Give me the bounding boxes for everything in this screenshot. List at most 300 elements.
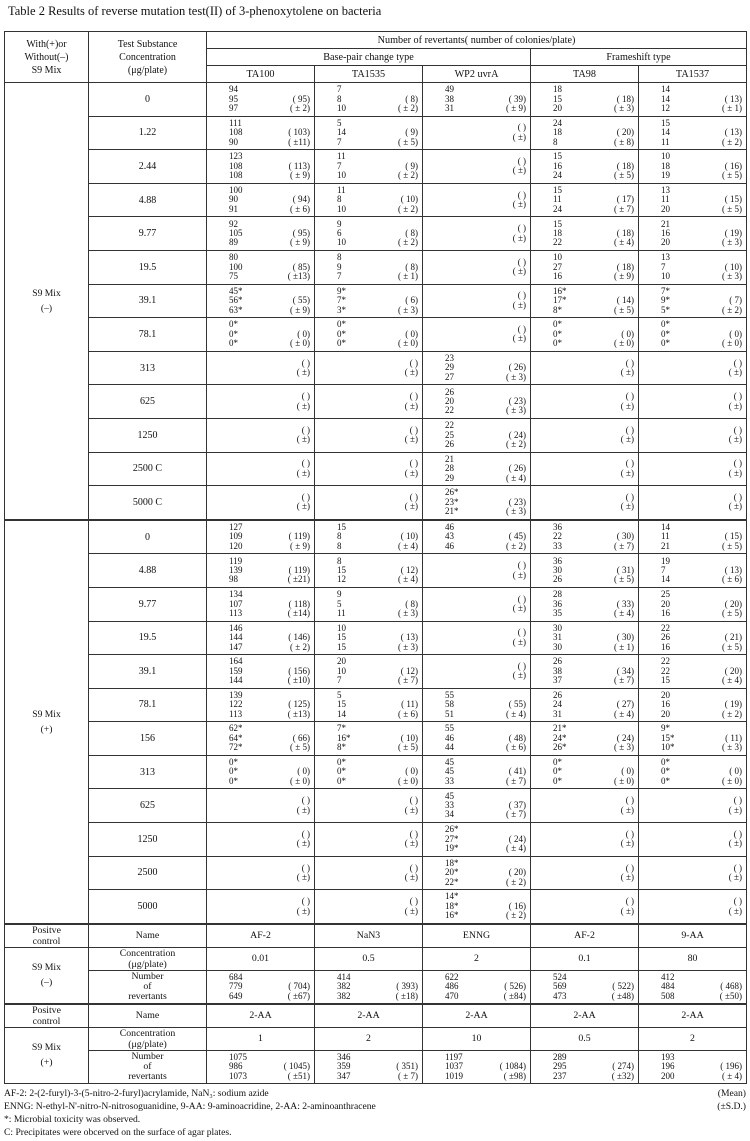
sd-value: ( ±) <box>620 434 634 445</box>
revertant-cell <box>423 116 531 150</box>
plate-count: 91 <box>229 203 238 214</box>
revertant-values <box>207 253 314 281</box>
mean-number: 95 <box>298 227 307 238</box>
revertant-cell <box>531 486 639 520</box>
mean-value: ( 19) <box>724 699 742 710</box>
mean-value: ( 0) <box>405 328 418 339</box>
sd-number: ± 2 <box>403 170 415 181</box>
mean-number: 8 <box>410 227 415 238</box>
plate-count <box>445 267 480 276</box>
mean-value: ( ) <box>409 492 418 503</box>
plate-count: 684 <box>229 971 243 982</box>
plate-count <box>661 796 696 805</box>
mean-number: 20 <box>730 665 739 676</box>
revertant-cell <box>207 520 315 554</box>
sd-number: ± 2 <box>403 237 415 248</box>
sd-value: ( ± 7) <box>614 540 634 551</box>
mean-value: ( ) <box>733 492 742 503</box>
plate-count: 28 <box>445 463 454 474</box>
revertant-values <box>315 796 422 815</box>
revertant-cell <box>315 755 423 789</box>
sd-value: ( ± 3) <box>506 405 526 416</box>
sd-value: ( ±) <box>512 603 526 614</box>
revertant-values <box>315 758 422 786</box>
revertant-values <box>315 1053 422 1081</box>
sd-value: ( ±) <box>620 905 634 916</box>
revertant-values <box>423 157 530 176</box>
sd-number: ± <box>302 905 307 916</box>
mean-number: 526 <box>509 981 523 992</box>
revertant-values <box>531 624 638 652</box>
mean-value: ( ) <box>625 391 634 402</box>
sd-number: ± <box>626 367 631 378</box>
plate-count: 29 <box>445 362 454 373</box>
group-sign: (+) <box>40 723 53 735</box>
revertant-cell <box>423 655 531 689</box>
mean-number: 118 <box>293 598 307 609</box>
revertant-values <box>639 691 746 719</box>
revertant-cell <box>639 823 747 857</box>
revertant-cell <box>315 587 423 621</box>
strain-header-ta1537: TA1537 <box>639 66 747 83</box>
mean-number: 0 <box>302 766 307 777</box>
footnote-sd: (±S.D.) <box>717 1101 746 1112</box>
mean-value: ( 37) <box>508 800 526 811</box>
plate-count: 15 <box>337 564 346 575</box>
plate-count: 43 <box>445 531 454 542</box>
revertant-cell <box>315 970 423 1004</box>
plate-count: 120 <box>229 540 243 551</box>
plate-count: 0* <box>661 775 670 786</box>
sd-number: ± <box>626 838 631 849</box>
sd-value: ( ± 5) <box>722 170 742 181</box>
revertant-values <box>207 624 314 652</box>
plate-count <box>229 402 264 411</box>
sd-number: ± 0 <box>403 338 415 349</box>
sd-number: ± 2 <box>511 876 523 887</box>
concentration-cell: 0 <box>89 520 207 554</box>
revertant-cell <box>531 621 639 655</box>
revertant-cell <box>423 418 531 452</box>
sd-value: ( ±) <box>512 266 526 277</box>
revertant-values <box>639 973 746 1001</box>
revertant-values <box>315 287 422 315</box>
sd-number: ± <box>302 467 307 478</box>
revertant-values <box>639 85 746 113</box>
sd-number: ± <box>734 400 739 411</box>
revertant-cell <box>423 452 531 486</box>
sd-value: ( ±) <box>404 804 418 815</box>
plate-count: 347 <box>337 1070 351 1081</box>
plate-count: 6 <box>337 227 342 238</box>
plate-count: 31 <box>553 632 562 643</box>
plate-count <box>337 402 372 411</box>
sd-number: ± <box>302 501 307 512</box>
revertant-values <box>639 220 746 248</box>
sd-value: ( ±) <box>620 467 634 478</box>
revertant-values <box>423 421 530 449</box>
sd-number: ± <box>518 131 523 142</box>
mean-value: ( 48) <box>508 732 526 743</box>
revertant-cell <box>423 250 531 284</box>
sd-number: ± 3 <box>619 103 631 113</box>
revertant-cell <box>639 789 747 823</box>
mean-value: ( ) <box>625 828 634 839</box>
control-concentration: 0.01 <box>207 947 315 970</box>
plate-count <box>337 469 372 478</box>
positive-control-revertant-row <box>5 970 747 1004</box>
revertant-cell <box>531 418 639 452</box>
sd-number: ± 3 <box>511 506 523 517</box>
plate-count: 3* <box>337 304 346 315</box>
revertant-values <box>207 186 314 214</box>
sd-number: ± 6 <box>295 203 307 214</box>
sd-value: ( ±) <box>296 467 310 478</box>
sd-value: ( ±) <box>512 670 526 681</box>
plate-count <box>229 359 264 368</box>
mean-value: ( ) <box>733 391 742 402</box>
sd-value: ( ± 2) <box>722 708 742 719</box>
plate-count: 21* <box>553 723 567 734</box>
plate-count: 16* <box>553 285 567 296</box>
plate-count <box>445 571 480 580</box>
table-row <box>5 318 747 352</box>
table-row <box>5 418 747 452</box>
mean-number: 156 <box>293 665 307 676</box>
plate-count: 20 <box>661 708 670 719</box>
concentration-cell: 625 <box>89 385 207 419</box>
revertant-values <box>423 488 530 516</box>
plate-count: 14* <box>445 891 459 902</box>
plate-count: 9* <box>661 295 670 306</box>
plate-count: 569 <box>553 981 567 992</box>
plate-count: 159 <box>229 665 243 676</box>
sd-value: ( ± 3) <box>398 607 418 618</box>
plate-count: 90 <box>229 136 238 147</box>
revertant-cell <box>207 452 315 486</box>
sd-value: ( ±) <box>728 501 742 512</box>
plate-count <box>661 392 696 401</box>
plate-count <box>337 359 372 368</box>
sd-number: ± <box>626 467 631 478</box>
sd-value: ( ± 2) <box>290 103 310 113</box>
plate-count: 64* <box>229 732 243 743</box>
sd-number: ± 1 <box>403 270 415 281</box>
sd-value: ( ± 9) <box>290 237 310 248</box>
control-substance-name: 2-AA <box>315 1004 423 1028</box>
mean-number: 10 <box>730 261 739 272</box>
control-substance-name: 2-AA <box>639 1004 747 1028</box>
mean-number: 20 <box>730 598 739 609</box>
plate-count: 12 <box>661 103 670 113</box>
plate-count: 289 <box>553 1051 567 1062</box>
sd-number: ± 5 <box>727 540 739 551</box>
mean-value: ( 20) <box>616 127 634 138</box>
mean-number: 45 <box>514 531 523 542</box>
concentration-cell: 39.1 <box>89 284 207 318</box>
s9-header: With(+)or Without(–) S9 Mix <box>5 32 89 83</box>
sd-number: ± 9 <box>295 170 307 181</box>
plate-count <box>445 561 480 570</box>
plate-count <box>337 502 372 511</box>
plate-count <box>337 830 372 839</box>
sd-number: ± <box>302 400 307 411</box>
plate-count: 0* <box>553 766 562 777</box>
plate-count <box>229 873 264 882</box>
sd-value: ( ±) <box>512 131 526 142</box>
sd-number: ± <box>734 501 739 512</box>
plate-count: 92 <box>229 218 238 229</box>
plate-count: 38 <box>445 93 454 104</box>
mean-value: ( 45) <box>508 531 526 542</box>
plate-count: 22 <box>445 420 454 431</box>
mean-number: 9 <box>410 160 415 171</box>
revertant-values <box>639 523 746 551</box>
revertant-values <box>531 1053 638 1081</box>
mean-value: ( 526) <box>504 981 526 992</box>
plate-count: 18* <box>445 900 459 911</box>
mean-value: ( 20) <box>508 867 526 878</box>
revertant-values <box>315 523 422 551</box>
sd-value: ( ± 0) <box>290 338 310 349</box>
sd-value: ( ± 2) <box>722 136 742 147</box>
plate-count: 23 <box>445 352 454 363</box>
mean-value: ( ) <box>517 156 526 167</box>
sd-number: ± 7 <box>619 675 631 686</box>
positive-control-revertant-row <box>5 1050 747 1083</box>
mean-value: ( ) <box>409 862 418 873</box>
sd-number: ± <box>626 905 631 916</box>
sd-value: ( ±) <box>728 367 742 378</box>
concentration-label-line: (μg/plate) <box>128 1038 167 1050</box>
revertant-cell <box>207 970 315 1004</box>
plate-count: 26 <box>445 438 454 449</box>
concentration-cell: 78.1 <box>89 688 207 722</box>
sd-number: ± 4 <box>511 472 523 483</box>
revertant-values <box>207 758 314 786</box>
revertant-values <box>315 359 422 378</box>
plate-count: 9* <box>337 285 346 296</box>
mean-value: ( ) <box>733 424 742 435</box>
concentration-cell: 9.77 <box>89 217 207 251</box>
sd-value: ( ± 4) <box>722 1070 742 1081</box>
positive-control-conc-row <box>5 1027 747 1050</box>
control-substance-name: 2-AA <box>531 1004 639 1028</box>
mean-number: 66 <box>298 732 307 743</box>
revertant-cell <box>315 284 423 318</box>
revertant-values <box>531 152 638 180</box>
mean-value: ( ) <box>517 223 526 234</box>
revertant-cell <box>423 520 531 554</box>
sd-number: ± 6 <box>727 574 739 585</box>
revertant-cell <box>315 621 423 655</box>
mean-value: ( 95) <box>292 93 310 104</box>
revertant-values <box>315 493 422 512</box>
plate-count <box>445 166 480 175</box>
plate-count: 44 <box>445 742 454 753</box>
revertant-values <box>423 388 530 416</box>
mean-value: ( 14) <box>616 295 634 306</box>
plate-count: 75 <box>229 270 238 281</box>
plate-count: 26* <box>445 824 459 835</box>
revertant-cell <box>639 183 747 217</box>
plate-count <box>661 435 696 444</box>
plate-count <box>229 493 264 502</box>
concentration-cell: 625 <box>89 789 207 823</box>
revertant-cell <box>423 486 531 520</box>
revertant-values <box>207 724 314 752</box>
revertant-cell <box>423 621 531 655</box>
sd-number: ± <box>410 501 415 512</box>
revertant-values <box>423 825 530 853</box>
mean-value: ( 94) <box>292 194 310 205</box>
group-sign: (–) <box>40 977 53 989</box>
revertant-cell <box>423 789 531 823</box>
sd-value: ( ± 5) <box>722 641 742 652</box>
revertant-cell <box>639 856 747 890</box>
revertants-header: Number of revertants( number of colonies/plate) <box>207 32 747 49</box>
mean-number: 23 <box>514 395 523 406</box>
plate-count: 10 <box>337 665 346 676</box>
revertant-cell <box>207 1050 315 1083</box>
revertant-values <box>639 287 746 315</box>
control-substance-name: 9-AA <box>639 924 747 948</box>
mean-value: ( 18) <box>616 160 634 171</box>
revertant-values <box>315 186 422 214</box>
mean-number: 11 <box>730 732 739 743</box>
sd-value: ( ±84) <box>503 990 526 1001</box>
table-title: Table 2 Results of reverse mutation test(II) of 3-phenoxytolene on bacteria <box>8 4 382 18</box>
sd-number: ±50 <box>725 990 739 1001</box>
revertant-values <box>531 590 638 618</box>
plate-count: 7* <box>337 295 346 306</box>
revertant-values <box>207 426 314 445</box>
sd-number: ± 2 <box>295 103 307 113</box>
plate-count: 11 <box>661 531 670 542</box>
mean-value: ( ) <box>625 357 634 368</box>
revertant-cell <box>315 688 423 722</box>
mean-value: ( 27) <box>616 699 634 710</box>
plate-count: 22 <box>661 622 670 633</box>
mean-number: 41 <box>514 766 523 777</box>
sd-number: ± 2 <box>295 641 307 652</box>
revertant-values <box>531 657 638 685</box>
plate-count: 109 <box>229 531 243 542</box>
sd-value: ( ±) <box>512 299 526 310</box>
control-concentration: 1 <box>207 1027 315 1050</box>
plate-count: 473 <box>553 990 567 1001</box>
revertant-values <box>207 796 314 815</box>
mean-number: 6 <box>410 295 415 306</box>
mean-value: ( 21) <box>724 632 742 643</box>
mean-number: 34 <box>622 665 631 676</box>
plate-count: 20 <box>661 598 670 609</box>
plate-count <box>553 796 588 805</box>
revertant-cell <box>531 250 639 284</box>
mean-number: 119 <box>293 564 307 575</box>
plate-count: 9 <box>337 589 342 600</box>
sd-number: ± <box>626 804 631 815</box>
mean-number: 21 <box>730 632 739 643</box>
plate-count: 14 <box>661 574 670 585</box>
plate-count: 0* <box>229 328 238 339</box>
mean-number: 16 <box>514 900 523 911</box>
plate-count: 55 <box>445 689 454 700</box>
mean-value: ( ) <box>625 896 634 907</box>
plate-count: 36 <box>553 598 562 609</box>
revertant-cell <box>423 554 531 588</box>
sd-value: ( ±) <box>512 199 526 210</box>
sd-number: ± 2 <box>511 910 523 921</box>
revertant-values <box>531 392 638 411</box>
plate-count: 8 <box>337 540 342 551</box>
revertant-cell <box>207 856 315 890</box>
revertant-cell <box>639 217 747 251</box>
sd-number: ± 9 <box>619 270 631 281</box>
mean-value: ( 704) <box>288 981 310 992</box>
mean-value: ( 522) <box>612 981 634 992</box>
mean-value: ( 31) <box>616 564 634 575</box>
sd-value: ( ±) <box>404 838 418 849</box>
plate-count: 508 <box>661 990 675 1001</box>
mean-value: ( 1084) <box>499 1061 526 1072</box>
revertant-values <box>207 152 314 180</box>
revertant-values <box>207 864 314 883</box>
sd-value: ( ± 4) <box>614 237 634 248</box>
mean-value: ( ) <box>409 896 418 907</box>
mean-number: 704 <box>293 981 307 992</box>
mean-value: ( ) <box>733 458 742 469</box>
plate-count: 11 <box>337 184 346 195</box>
mean-value: ( 13) <box>724 93 742 104</box>
sd-number: ± <box>734 871 739 882</box>
sd-number: ± <box>410 400 415 411</box>
plate-count <box>553 392 588 401</box>
positive-control-name-row <box>5 924 747 948</box>
plate-count: 9* <box>661 723 670 734</box>
revertant-values <box>423 892 530 920</box>
sd-value: ( ± 2) <box>398 170 418 181</box>
plate-count: 414 <box>337 971 351 982</box>
concentration-cell: 19.5 <box>89 621 207 655</box>
plate-count: 26 <box>445 386 454 397</box>
table-row <box>5 452 747 486</box>
table-row <box>5 486 747 520</box>
plate-count: 24 <box>553 170 562 181</box>
plate-count: 1019 <box>445 1070 463 1081</box>
sd-number: ± 2 <box>511 438 523 449</box>
plate-count: 24 <box>553 203 562 214</box>
sd-value: ( ± 0) <box>614 775 634 786</box>
sd-value: ( ±) <box>296 434 310 445</box>
sd-value: ( ±) <box>512 333 526 344</box>
sd-value: ( ± 4) <box>506 472 526 483</box>
sd-number: ± <box>626 871 631 882</box>
table-row <box>5 351 747 385</box>
revertant-values <box>423 561 530 580</box>
revertant-values <box>639 320 746 348</box>
plate-count: 0* <box>229 775 238 786</box>
plate-count: 147 <box>229 641 243 652</box>
mean-number: 11 <box>406 699 415 710</box>
revertant-cell <box>207 418 315 452</box>
sd-value: ( ± 3) <box>506 506 526 517</box>
revertant-cell <box>531 217 639 251</box>
revertants-label-line: of <box>143 980 152 992</box>
sd-number: ± 6 <box>403 708 415 719</box>
plate-count: 105 <box>229 227 243 238</box>
concentration-header: Test Substance Concentration (μg/plate) <box>89 32 207 83</box>
